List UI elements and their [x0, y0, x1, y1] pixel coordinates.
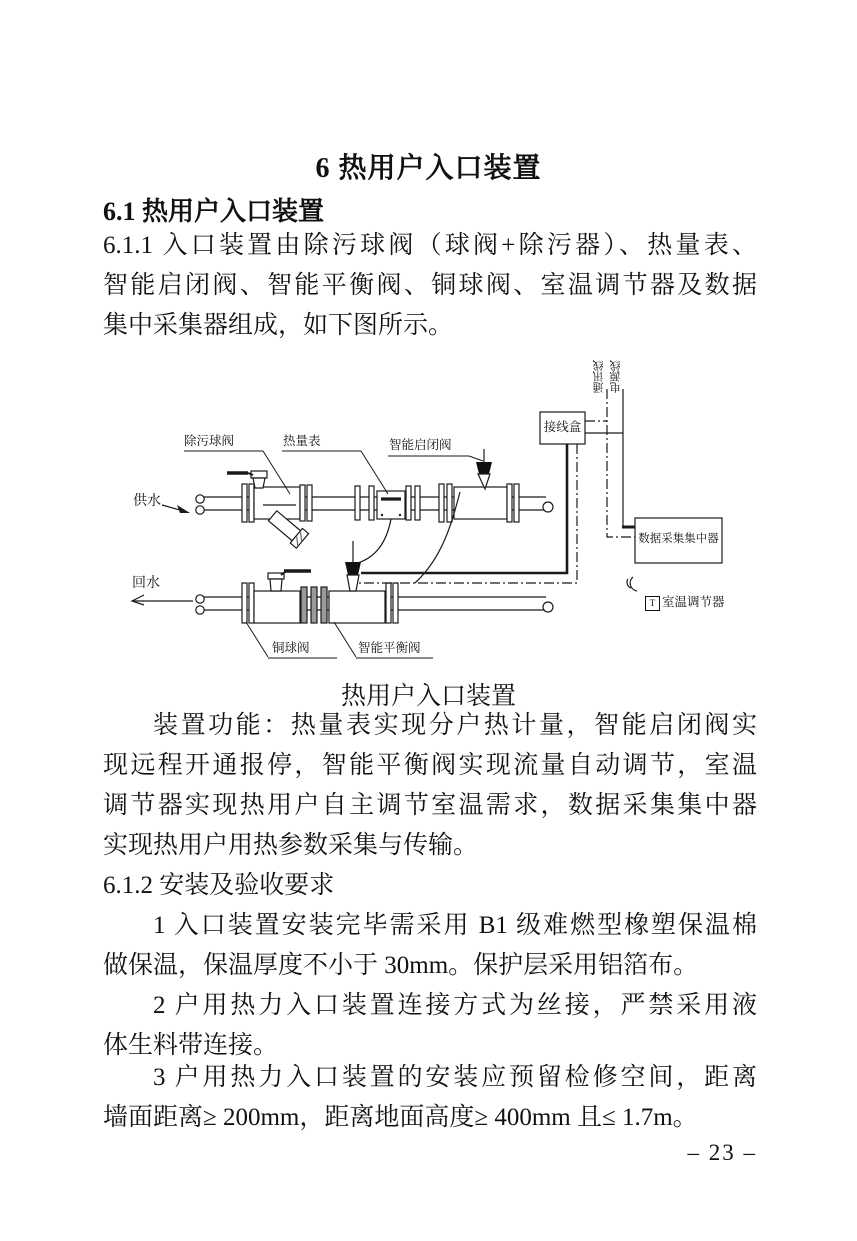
function-line-1: 装置功能：热量表实现分户热计量，智能启闭阀实: [153, 712, 757, 739]
supply-flow-arrow: [162, 505, 190, 513]
clause-6-1-2-item-1: [103, 906, 757, 986]
item-1-line-1: 1 入口装置安装完毕需采用 B1 级难燃型橡塑保温棉: [153, 912, 757, 939]
item-1-line-2: 做保温，保温厚度不小于 30mm。保护层采用铝箔布。: [103, 952, 699, 979]
clause-6-1-1-paragraph: [103, 226, 757, 346]
heat-meter-label: 热量表: [283, 434, 321, 448]
clause-6-1-2-item-3: [103, 1058, 757, 1138]
inlet-device-diagram: [100, 335, 760, 680]
supply-water-label: 供水: [133, 494, 161, 509]
item-2-line-2: 体生料带连接。: [103, 1032, 279, 1059]
diagram-graphics: [100, 335, 760, 680]
function-paragraph: [103, 706, 757, 866]
chapter-title: 6 热用户入口装置: [315, 153, 542, 184]
data-collector-label: 数据采集集中器: [638, 533, 719, 545]
function-line-3: 调节器实现热用户自主调节室温需求，数据采集集中器: [103, 792, 757, 819]
comm-line-label: 通讯线: [593, 360, 605, 393]
clause-6-1-1-line-3: 集中采集器组成，如下图所示。: [103, 312, 454, 339]
return-water-label: 回水: [132, 576, 160, 591]
smart-balance-valve-graphic: [301, 541, 398, 623]
smart-balance-valve-label: 智能平衡阀: [358, 641, 421, 655]
function-line-2: 现远程开通报停，智能平衡阀实现流量自动调节，室温: [103, 752, 757, 779]
junction-box-label: 接线盒: [543, 420, 582, 434]
power-comm-lines: [585, 389, 635, 537]
item-3-line-1: 3 户用热力入口装置的安装应预留检修空间，距离: [153, 1064, 757, 1091]
page-number: – 23 –: [687, 1140, 757, 1165]
copper-ball-valve-label: 铜球阀: [272, 641, 310, 655]
return-flow-arrow: [132, 595, 193, 605]
smart-on-off-valve-label: 智能启闭阀: [389, 438, 452, 452]
heat-meter-graphic: [355, 486, 420, 520]
thermostat-symbol: T: [645, 596, 660, 611]
figure-caption: 热用户入口装置: [340, 683, 516, 710]
label-leader-lines: [184, 451, 483, 658]
function-line-4: 实现热用户用热参数采集与传输。: [103, 832, 479, 859]
strainer-ball-valve-label: 除污球阀: [184, 434, 235, 448]
section-6-1-heading: 6.1 热用户入口装置: [103, 197, 325, 226]
room-thermostat-label: 室温调节器: [662, 595, 725, 609]
power-line-label: 电源线: [610, 360, 622, 393]
clause-6-1-2-item-2: [103, 986, 757, 1066]
clause-6-1-1-line-2: 智能启闭阀、智能平衡阀、铜球阀、室温调节器及数据: [103, 272, 757, 299]
clause-6-1-2-heading: 6.1.2 安装及验收要求: [103, 872, 335, 899]
item-3-line-2: 墙面距离≥ 200mm，距离地面高度≥ 400mm 且≤ 1.7m。: [103, 1104, 698, 1131]
clause-6-1-2-heading-block: [103, 866, 757, 906]
clause-6-1-1-line-1: 6.1.1 入口装置由除污球阀（球阀+除污器）、热量表、: [103, 232, 757, 259]
wireless-signal-icon: [627, 577, 637, 591]
item-2-line-1: 2 户用热力入口装置连接方式为丝接，严禁采用液: [153, 992, 757, 1019]
